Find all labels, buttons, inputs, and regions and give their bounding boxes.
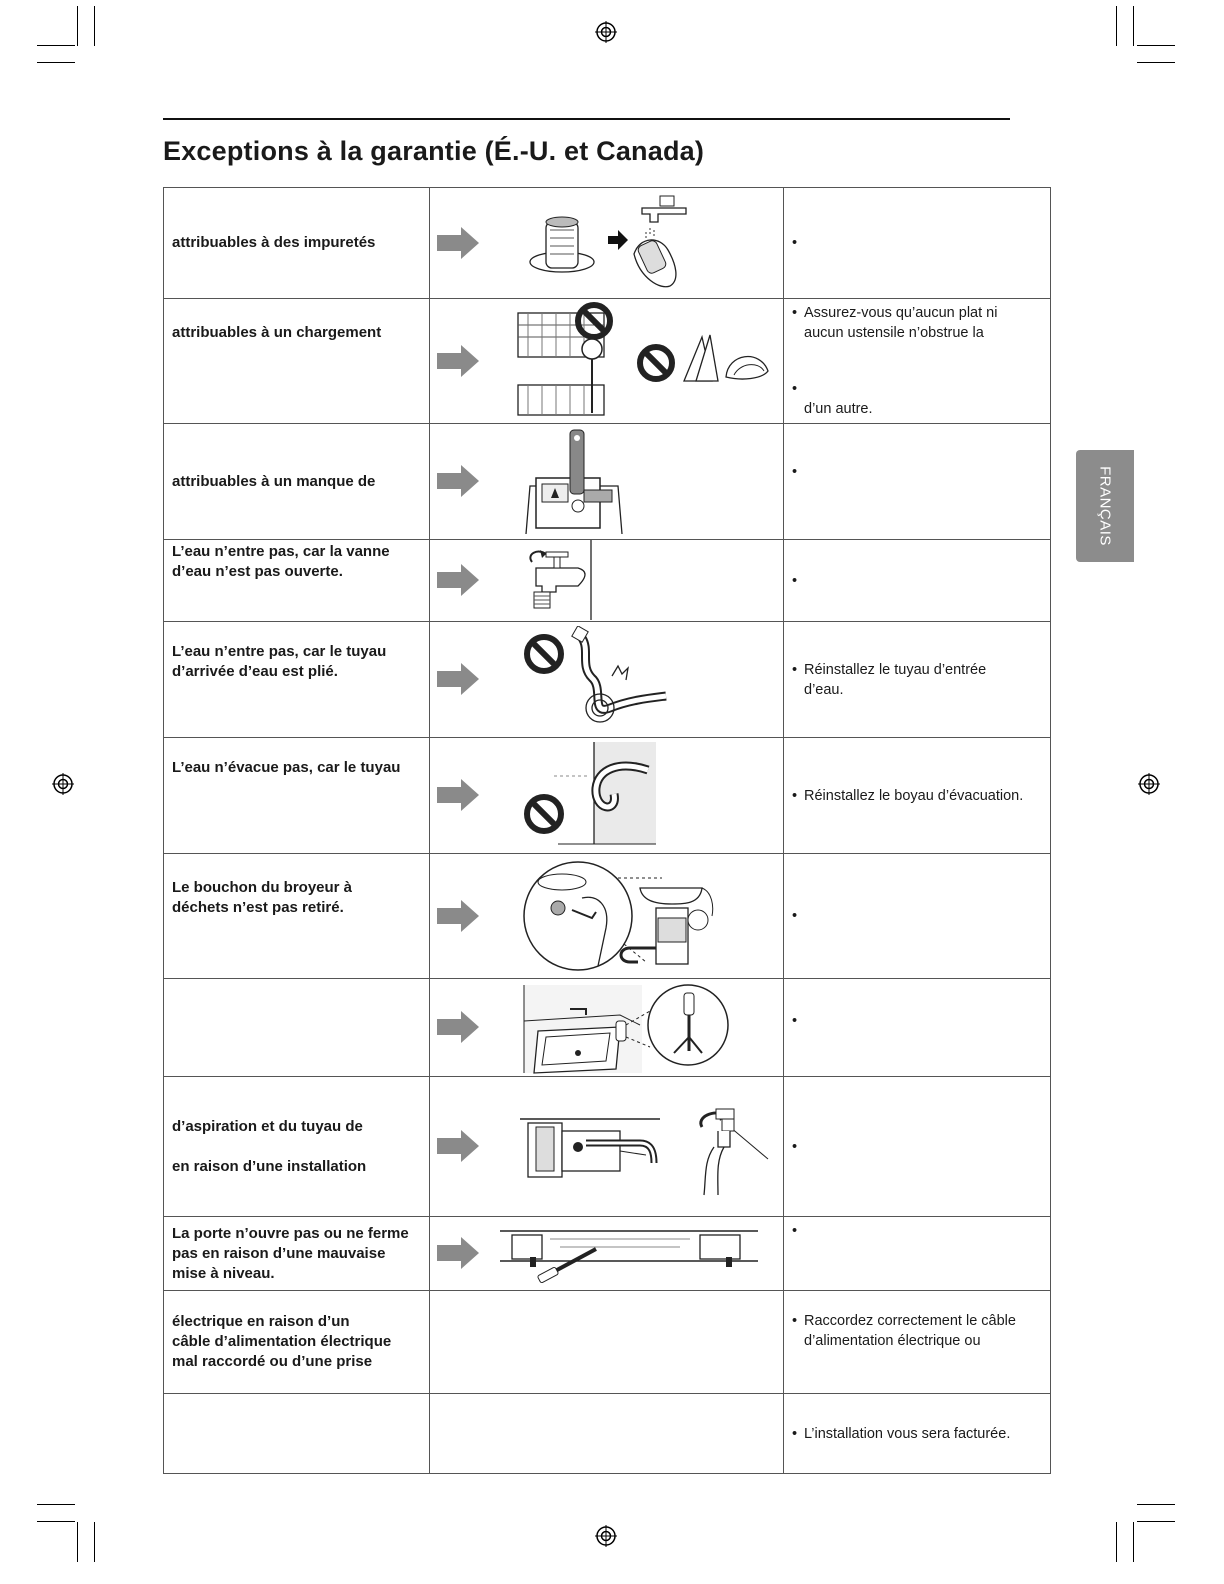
crop-mark xyxy=(37,1521,75,1522)
cause-text: La porte n’ouvre pas ou ne ferme pas en raison d’une mauvaise mise à niveau. xyxy=(172,1224,409,1282)
crop-mark xyxy=(1137,1521,1175,1522)
illustration-cell xyxy=(430,854,784,978)
registration-mark-icon xyxy=(595,1525,617,1547)
solution-cell xyxy=(784,299,1050,423)
solution-cell xyxy=(784,622,1050,737)
crop-mark xyxy=(1116,1522,1117,1562)
solution-item: • Assurez-vous qu’aucun plat ni aucun ustensile n’obstrue la xyxy=(792,305,998,341)
water-valve-icon xyxy=(516,540,606,620)
arrow-icon xyxy=(437,227,479,259)
crop-mark xyxy=(1137,1504,1175,1505)
illustration-cell xyxy=(430,1077,784,1216)
arrow-icon xyxy=(437,465,479,497)
table-row xyxy=(164,299,1050,424)
cause-cell xyxy=(164,299,430,423)
cause-text: attribuables à un manque de xyxy=(172,472,376,490)
cause-cell xyxy=(164,540,430,621)
table-row xyxy=(164,854,1050,979)
cause-text: attribuables à des impuretés xyxy=(172,234,376,251)
rack-loading-icon xyxy=(514,301,776,419)
solution-item: • xyxy=(792,464,798,480)
cause-cell xyxy=(164,622,430,737)
illustration-cell xyxy=(430,424,784,539)
crop-mark xyxy=(1133,1522,1134,1562)
solution-cell xyxy=(784,540,1050,621)
registration-mark-icon xyxy=(52,773,74,795)
page-title: Exceptions à la garantie (É.-U. et Canada) xyxy=(163,136,705,166)
cause-text: L’eau n’entre pas, car la vanne d’eau n’est pas ouverte. xyxy=(172,543,390,580)
crop-mark xyxy=(37,45,75,46)
solution-cell xyxy=(784,1394,1050,1473)
registration-mark-icon xyxy=(595,21,617,43)
solution-cell xyxy=(784,1291,1050,1393)
solution-cell xyxy=(784,1217,1050,1290)
illustration-cell xyxy=(430,188,784,298)
solution-cell xyxy=(784,854,1050,978)
solution-cell xyxy=(784,979,1050,1076)
table-row xyxy=(164,1217,1050,1291)
arrow-icon xyxy=(437,779,479,811)
cause-cell xyxy=(164,1291,430,1393)
solution-item: • Réinstallez le tuyau d’entrée d’eau. xyxy=(792,661,987,698)
arrow-icon xyxy=(437,564,479,596)
arrow-icon xyxy=(437,1011,479,1043)
illustration-cell xyxy=(430,622,784,737)
cause-text: attribuables à un chargement xyxy=(172,324,382,341)
crop-mark xyxy=(1116,6,1117,46)
solution-item: • xyxy=(792,1223,798,1239)
filter-cleaning-icon xyxy=(510,192,710,294)
cause-cell xyxy=(164,424,430,539)
registration-mark-icon xyxy=(1138,773,1160,795)
cause-cell xyxy=(164,1394,430,1473)
solution-cell xyxy=(784,1077,1050,1216)
table-row xyxy=(164,1291,1050,1394)
arrow-icon xyxy=(437,900,479,932)
table-row xyxy=(164,1394,1050,1474)
solution-item: • xyxy=(792,235,798,251)
cause-text: électrique en raison d’un câble d’alimentation électrique mal raccordé ou d’une prise xyxy=(172,1313,392,1370)
air-gap-icon xyxy=(520,981,740,1075)
disposer-plug-icon xyxy=(522,858,722,974)
illustration-cell xyxy=(430,299,784,423)
cause-cell xyxy=(164,738,430,853)
table-row xyxy=(164,979,1050,1077)
solution-cell xyxy=(784,738,1050,853)
table-row xyxy=(164,188,1050,299)
crop-mark xyxy=(77,1522,78,1562)
arrow-icon xyxy=(437,663,479,695)
cause-cell xyxy=(164,979,430,1076)
table-row xyxy=(164,738,1050,854)
cause-cell xyxy=(164,1217,430,1290)
crop-mark xyxy=(37,1504,75,1505)
arrow-icon xyxy=(437,1130,479,1162)
cause-text: L’eau n’évacue pas, car le tuyau xyxy=(172,759,401,776)
arrow-icon xyxy=(437,1237,479,1269)
language-tab-label: FRANÇAIS xyxy=(1096,466,1114,546)
table-row xyxy=(164,540,1050,622)
arrow-icon xyxy=(437,345,479,377)
crop-mark xyxy=(1133,6,1134,46)
table-row xyxy=(164,424,1050,540)
cause-cell xyxy=(164,854,430,978)
solution-cell xyxy=(784,424,1050,539)
table-row xyxy=(164,622,1050,738)
leveling-legs-icon xyxy=(500,1227,758,1283)
cause-text: L’eau n’entre pas, car le tuyau d’arrivée d’eau est plié. xyxy=(172,643,387,680)
crop-mark xyxy=(1137,62,1175,63)
solution-item: • Raccordez correctement le câble d’alimentation électrique ou xyxy=(792,1313,1016,1349)
drain-hose-icon xyxy=(518,740,658,850)
crop-mark xyxy=(37,62,75,63)
language-tab xyxy=(1076,450,1134,562)
illustration-cell xyxy=(430,979,784,1076)
cause-text: d’aspiration et du tuyau de en raison d’une installation xyxy=(172,1117,367,1175)
illustration-cell xyxy=(430,540,784,621)
illustration-cell xyxy=(430,738,784,853)
solution-item: • L’installation vous sera facturée. xyxy=(792,1425,1011,1442)
solution-item: • xyxy=(792,572,798,589)
crop-mark xyxy=(1137,45,1175,46)
crop-mark xyxy=(77,6,78,46)
rinse-aid-dispenser-icon xyxy=(522,426,632,536)
solution-item: • xyxy=(792,1013,798,1029)
illustration-cell xyxy=(430,1217,784,1290)
cause-text: Le bouchon du broyeur à déchets n’est pas retiré. xyxy=(172,879,353,916)
hose-connection-icon xyxy=(520,1097,770,1197)
header-rule xyxy=(163,118,1010,120)
cause-cell xyxy=(164,188,430,298)
solution-item: • xyxy=(792,1139,798,1155)
cause-cell xyxy=(164,1077,430,1216)
crop-mark xyxy=(94,1522,95,1562)
illustration-cell xyxy=(430,1291,784,1393)
solution-item: • Réinstallez le boyau d’évacuation. xyxy=(792,787,1024,804)
solution-item: • xyxy=(792,381,798,397)
table-row xyxy=(164,1077,1050,1217)
illustration-cell xyxy=(430,1394,784,1473)
solution-item: • xyxy=(792,908,798,924)
kinked-inlet-hose-icon xyxy=(520,626,670,734)
solution-cell xyxy=(784,188,1050,298)
warranty-exceptions-table xyxy=(163,187,1051,1474)
solution-item-continued: d’un autre. xyxy=(804,401,873,417)
crop-mark xyxy=(94,6,95,46)
